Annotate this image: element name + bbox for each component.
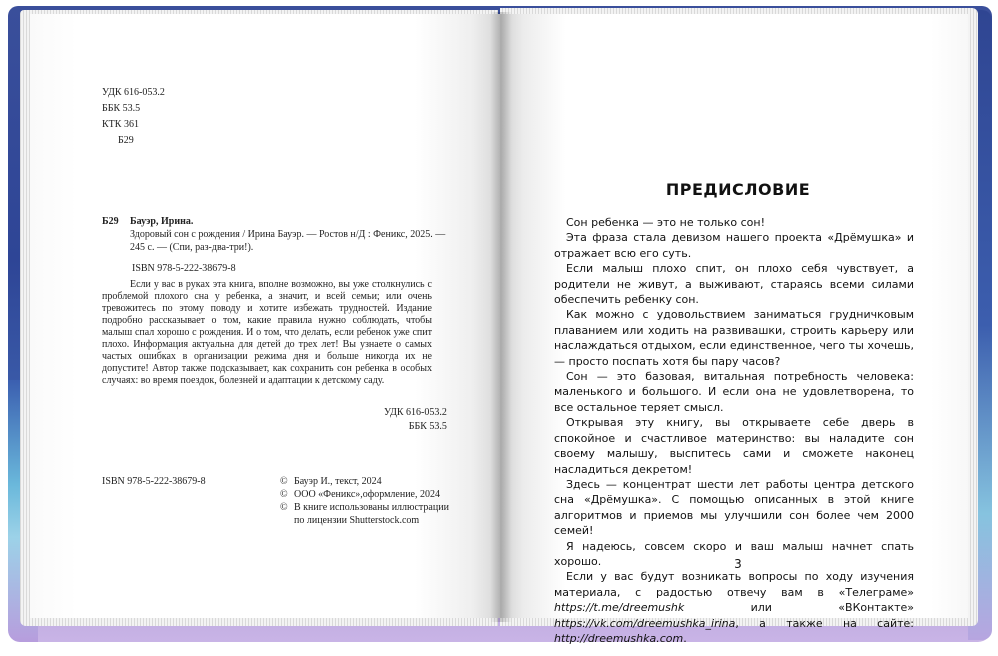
ktk-code: КТК 361 [102,119,139,130]
bib-tag: Б29 [102,216,119,227]
copyright-line-3a: В книге использованы иллюстрации [294,502,449,513]
udk-code: УДК 616-053.2 [102,87,165,98]
right-page [500,14,968,645]
preface-body [554,215,914,646]
contacts-text: или «ВКонтакте» [684,601,914,615]
paragraph-contacts [554,569,914,646]
paragraph: Эта фраза стала девизом нашего проекта «Дрёмушка» и отражает всю его суть. [554,231,914,260]
paragraph: Открывая эту книгу, вы открываете себе дверь в спокойное и счастливое материнство: вы наладите сон своему малышу, выспитесь сами и сможете наконец насладиться декретом! [554,416,914,476]
page-title: ПРЕДИСЛОВИЕ [665,180,811,199]
classification-codes [102,85,165,149]
bbk-code: ББК 53.5 [102,103,141,114]
copyright-line-1: Бауэр И., текст, 2024 [294,476,382,487]
bottom-codes [384,406,447,434]
contacts-text: Если у вас будут возникать вопросы по ходу изучения материала, с радостью отвечу вам в «Телеграме» [554,570,914,599]
paragraph: Сон ребенка — это не только сон! [566,216,765,229]
copyright-line-2: ООО «Феникс»,оформление, 2024 [294,489,440,500]
vk-link: https://vk.com/dreemushka_irina [554,616,736,630]
copyright-icon: © [280,489,288,500]
paragraph: Здесь — концентрат шести лет работы центра детского сна «Дрёмушка». С помощью описанных в этой книге алгоритмов и приемов мы улучшили сон более чем 2000 семей! [554,477,914,538]
author-mark: Б29 [118,135,134,146]
copyright-icon: © [280,502,288,513]
bib-line-2: 245 с. — (Спи, раз-два-три!). [130,242,254,253]
bib-author: Бауэр, Ирина. [130,216,194,227]
bib-line-1: Здоровый сон с рождения / Ирина Бауэр. — Ростов н/Д : Феникс, 2025. — [130,229,446,240]
isbn-top: ISBN 978-5-222-38679-8 [132,263,236,274]
bibliographic-record [102,215,446,254]
annotation: Если у вас в руках эта книга, вполне возможно, вы уже столкнулись с проблемой плохого сна у ребенка, а значит, и всей семьи; или очень тревожитесь по этому поводу и хотите избежать трудностей. Издание подробно рассказывает о том, какие правила нужно соблюдать, чтобы малыш спал хорошо с рождения. И о том, что делать, если ребенок уже спит плохо. Информация актуальна для детей до трех лет! Вы узнаете о самых частых ошибках в организации режима дня и больше никогда их не допустите! Автор также подсказывает, как сохранить сон ребенка в особых случаях: во время поездок, болезней и адаптации к детскому саду. [102,279,432,386]
page-number: 3 [734,557,742,571]
udk-bottom: УДК 616-053.2 [384,407,447,418]
paragraph: Я надеюсь, совсем скоро и ваш малыш начнет спать хорошо. [554,539,914,568]
book-gutter [490,12,512,622]
isbn-bottom: ISBN 978-5-222-38679-8 [102,476,206,487]
copyright-line-3b: по лицензии Shutterstock.com [294,515,420,526]
telegram-link: https://t.me/dreemushk [554,601,685,615]
copyright-block [280,475,449,527]
paragraph: Если малыш плохо спит, он плохо себя чувствует, а родители не живут, а выживают, стараясь всеми силами обеспечить ребенку сон. [554,262,914,307]
bbk-bottom: ББК 53.5 [408,421,447,432]
paragraph: Сон — это базовая, витальная потребность человека: маленького и большого. И если она не удовлетворена, то все остальное теряет смысл. [554,370,914,414]
contacts-text: , а также на сайте: [735,616,914,630]
contacts-text: . [683,631,687,645]
website-link: http://dreemushka.com [554,631,684,645]
copyright-icon: © [280,476,288,487]
left-page [30,14,500,618]
paragraph: Как можно с удовольствием заниматься грудничковым плаванием или ходить на развивашки, строить карьеру или наслаждаться отдыхом, если единственное, чего ты хочешь, — просто поспать хотя бы пару часов? [554,308,914,368]
